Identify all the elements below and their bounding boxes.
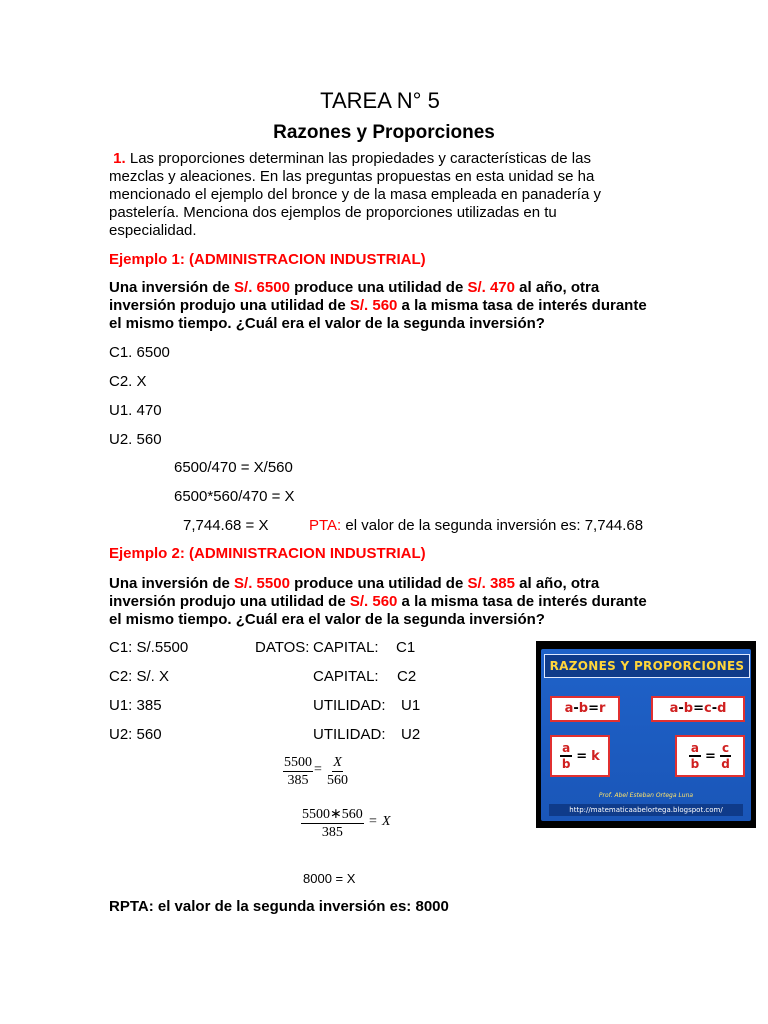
solution-step: 7,744.68 = X bbox=[183, 517, 269, 534]
data-item: C2. X bbox=[109, 373, 147, 390]
answer-line bbox=[309, 517, 643, 534]
denominator: 385 bbox=[321, 825, 343, 840]
answer-text: el valor de la segunda inversión es: 7,744.68 bbox=[341, 517, 644, 534]
example-1-heading: Ejemplo 1: (ADMINISTRACION INDUSTRIAL) bbox=[109, 251, 426, 268]
datos-value-item: U2 bbox=[401, 726, 421, 743]
problem-text: a la misma tasa de interés durante el mismo tiempo. ¿Cuál era el valor de la segunda inversión? bbox=[109, 593, 647, 628]
image-banner: RAZONES Y PROPORCIONES bbox=[544, 654, 750, 678]
data-item: U1: 385 bbox=[109, 697, 162, 714]
datos-label: DATOS: bbox=[255, 639, 310, 656]
numerator: X bbox=[333, 755, 342, 770]
symbol: k bbox=[591, 748, 600, 764]
symbol: d bbox=[721, 757, 730, 771]
denominator: 385 bbox=[287, 773, 309, 788]
symbol: = bbox=[588, 701, 599, 716]
example-1-problem bbox=[109, 279, 649, 333]
data-item: U1. 470 bbox=[109, 402, 162, 419]
symbol: = bbox=[705, 748, 716, 764]
example-2-heading: Ejemplo 2: (ADMINISTRACION INDUSTRIAL) bbox=[109, 545, 426, 562]
datos-label-item: CAPITAL: bbox=[313, 639, 379, 656]
data-item: C1. 6500 bbox=[109, 344, 170, 361]
symbol: r bbox=[598, 701, 606, 716]
formula-box-a-minus-b-eq-r bbox=[550, 696, 620, 722]
datos-label-item: CAPITAL: bbox=[313, 668, 379, 685]
problem-value: S/. 560 bbox=[349, 593, 398, 610]
symbol: = bbox=[576, 748, 588, 764]
problem-text: Una inversión de bbox=[109, 279, 235, 296]
data-item: C1: S/.5500 bbox=[109, 639, 189, 656]
problem-value: S/. 5500 bbox=[234, 575, 290, 592]
problem-text: a la misma tasa de interés durante el mismo tiempo. ¿Cuál era el valor de la segunda inversión? bbox=[109, 297, 647, 332]
answer-label: PTA: bbox=[309, 517, 342, 534]
symbol: d bbox=[717, 701, 727, 716]
formula-1-fraction-left bbox=[283, 754, 313, 789]
result-line: 8000 = X bbox=[303, 871, 356, 886]
symbol: - bbox=[711, 701, 718, 716]
symbol: - bbox=[573, 701, 579, 716]
symbol: b bbox=[561, 757, 571, 771]
problem-text: Una inversión de bbox=[109, 575, 235, 592]
formula-2-fraction bbox=[301, 806, 364, 841]
datos-label-item: UTILIDAD: bbox=[313, 697, 386, 714]
formula-box-a-over-b-eq-k bbox=[550, 735, 610, 777]
problem-value: S/. 6500 bbox=[234, 279, 290, 296]
razones-proporciones-image bbox=[536, 641, 756, 828]
symbol: c bbox=[721, 741, 730, 755]
problem-text: produce una utilidad de bbox=[289, 575, 468, 592]
symbol: b bbox=[690, 757, 700, 771]
formula-box-a-minus-b-eq-c-minus-d bbox=[651, 696, 745, 722]
final-answer: RPTA: el valor de la segunda inversión es: 8000 bbox=[109, 898, 449, 915]
datos-value-item: C2 bbox=[397, 668, 417, 685]
symbol: - bbox=[678, 701, 684, 716]
question-number: 1. bbox=[113, 150, 126, 167]
problem-text: al año, otra inversión produjo una utilidad de bbox=[109, 279, 600, 314]
image-panel bbox=[541, 649, 751, 821]
symbol: a bbox=[690, 741, 700, 755]
solution-step: 6500/470 = X/560 bbox=[174, 459, 293, 476]
numerator: 5500 bbox=[284, 755, 312, 770]
problem-value: S/. 470 bbox=[467, 279, 515, 296]
image-url: http://matematicaabelortega.blogspot.com/ bbox=[549, 804, 743, 816]
formula-box-a-over-b-eq-c-over-d bbox=[675, 735, 745, 777]
problem-text: al año, otra inversión produjo una utilidad de bbox=[109, 575, 600, 610]
fraction bbox=[720, 741, 731, 771]
symbol: a bbox=[562, 741, 571, 755]
question-1 bbox=[109, 150, 629, 240]
datos-label-item: UTILIDAD: bbox=[313, 726, 386, 743]
problem-text: produce una utilidad de bbox=[289, 279, 468, 296]
symbol: a bbox=[669, 701, 679, 716]
symbol: = bbox=[693, 701, 704, 716]
example-2-problem bbox=[109, 575, 649, 629]
page-subtitle: Razones y Proporciones bbox=[273, 122, 495, 143]
formula-2-rhs: X bbox=[382, 814, 391, 829]
equals-sign: = bbox=[369, 814, 377, 829]
symbol: a bbox=[564, 701, 574, 716]
fraction bbox=[560, 741, 572, 771]
data-item: C2: S/. X bbox=[109, 668, 170, 685]
data-item: U2: 560 bbox=[109, 726, 162, 743]
fraction bbox=[689, 741, 701, 771]
problem-value: S/. 560 bbox=[349, 297, 398, 314]
formula-1-fraction-right bbox=[327, 754, 348, 789]
denominator: 560 bbox=[327, 773, 348, 788]
equals-sign: = bbox=[314, 762, 322, 777]
datos-value-item: C1 bbox=[396, 639, 416, 656]
solution-step: 6500*560/470 = X bbox=[174, 488, 295, 505]
problem-value: S/. 385 bbox=[467, 575, 515, 592]
symbol: b bbox=[683, 701, 694, 716]
page-title: TAREA N° 5 bbox=[320, 88, 440, 113]
data-item: U2. 560 bbox=[109, 431, 162, 448]
question-text: Las proporciones determinan las propiedades y características de las mezclas y aleaciones. En las preguntas propuestas en esta unidad se ha mencionado el ejemplo del bronce y de la masa empleada en panadería y pastelería. Menciona dos ejemplos de proporciones utilizadas en tu especialidad. bbox=[109, 150, 601, 239]
image-credit: Prof. Abel Esteban Ortega Luna bbox=[598, 792, 694, 799]
datos-value-item: U1 bbox=[401, 697, 421, 714]
symbol: c bbox=[703, 701, 712, 716]
symbol: b bbox=[578, 701, 589, 716]
numerator: 5500∗560 bbox=[302, 807, 363, 822]
